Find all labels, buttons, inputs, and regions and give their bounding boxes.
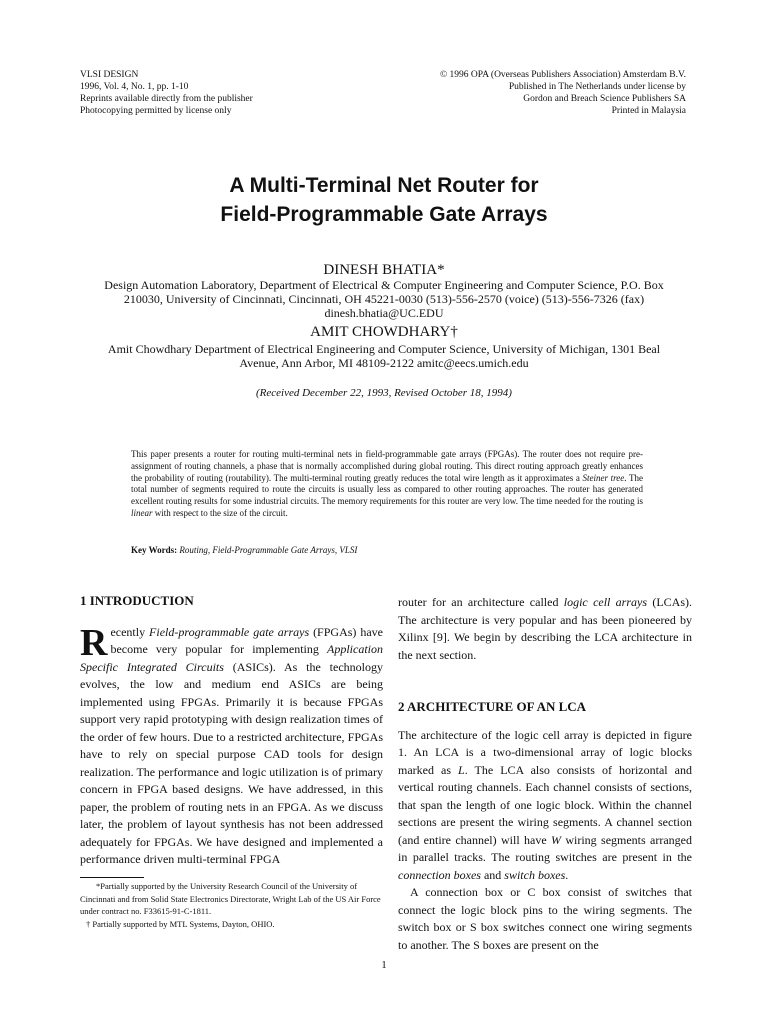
intro-text: ecently	[110, 624, 150, 639]
photocopy-note: Photocopying permitted by license only	[80, 106, 232, 116]
intro-emphasis: Application Specific Integrated Circuits	[80, 642, 383, 674]
journal-info	[80, 69, 253, 117]
journal-name: VLSI DESIGN	[80, 70, 139, 80]
body-emphasis: L	[458, 762, 465, 777]
intro-text: (ASICs). As the technology evolves, the low and medium end ASICs are being implemented using FPGAs. Primarily it is because FPGAs support very rapid prototyping with design realization times of the order of few hours. Due to a restricted architecture, FPGAs have to rely on special purpose CAD tools for design realization. The performance and logic utilization is of primary concern in FPGA based designs. We have addressed, in this paper, the problem of routing nets in an FPGA. As we discuss later, the problem of layout synthesis has not been addressed adequately for FPGAs. We have designed and implemented a performance driven multi-terminal FPGA	[80, 659, 384, 866]
abstract-emphasis: Steiner tree	[582, 472, 625, 483]
footnote-rule	[80, 877, 144, 878]
author-email: dinesh.bhatia@UC.EDU	[324, 306, 444, 320]
printed-line: Printed in Malaysia	[611, 106, 686, 116]
body-text: wiring segments arranged in parallel tracks. The routing switches are present in the	[398, 832, 692, 864]
architecture-paragraph-2: A connection box or C box consist of switches that connect the logic block pins to the wiring segments. The switch box or S box switches connect one wiring segments to another. The S boxes are present on the	[398, 885, 692, 952]
author-affiliation-2	[60, 342, 708, 370]
abstract-text: This paper presents a router for routing multi-terminal nets in field-programmable gate arrays (FPGAs). The router does not require pre-assignment of routing channels, a phase that is normally accomplished during global routing. This direct routing approach greatly enhances the probability of routing (routability). The multi-terminal routing greatly reduces the total wire length as it approximates a	[131, 449, 643, 483]
body-emphasis: switch boxes	[504, 867, 566, 882]
paper-title	[0, 171, 768, 229]
copyright-line: © 1996 OPA (Overseas Publishers Association) Amsterdam B.V.	[439, 70, 686, 80]
author-name-1: DINESH BHATIA*	[323, 262, 445, 278]
intro-continued	[398, 594, 692, 664]
section-heading-architecture: 2 ARCHITECTURE OF AN LCA	[398, 699, 587, 714]
body-text: The architecture of the logic cell array is depicted in figure 1. An LCA is a two-dimensional array of logic blocks marked as	[398, 727, 692, 777]
right-column	[398, 594, 692, 954]
keywords	[131, 545, 357, 555]
body-emphasis: W	[551, 832, 561, 847]
body-text: . The LCA also consists of horizontal and vertical routing channels. Each channel consists of sections, that span the length of one logic block. Within the channel sections are present the wiring segments. A channel section (and entire channel) will have	[398, 762, 692, 847]
abstract-text: . The total number of segments required to route the circuits is usually less as compared to other routing approaches. The router has generated excellent routing results for some industrial circuits. The memory requirements for this router are very low. The time needed for the routing is	[131, 472, 643, 507]
page-number: 1	[381, 959, 387, 971]
abstract-text: with respect to the size of the circuit.	[152, 507, 288, 518]
title-line-2: Field-Programmable Gate Arrays	[220, 203, 548, 226]
keywords-label: Key Words	[131, 545, 175, 555]
publisher-line: Gordon and Breach Science Publishers SA	[523, 94, 686, 104]
author-affiliation-1	[60, 278, 708, 320]
publisher-info	[440, 69, 686, 117]
footnote-1: *Partially supported by the University Research Council of the University of Cincinnati and from Solid State Electronics Directorate, Wright Lab of the US Air Force under contract no. F33615-91-C-1811.	[80, 881, 381, 916]
title-line-1: A Multi-Terminal Net Router for	[229, 174, 539, 197]
intro-text: router for an architecture called	[398, 595, 564, 609]
affiliation-line: 210030, University of Cincinnati, Cincinnati, OH 45221-0030 (513)-556-2570 (voice) (513)-556-7326 (fax)	[123, 292, 645, 306]
drop-cap: R	[80, 621, 108, 664]
affiliation-line: Design Automation Laboratory, Department of Electrical & Computer Engineering and Computer Science, P.O. Box	[104, 278, 664, 292]
intro-text: (FPGAs) have become very popular for implementing	[110, 624, 383, 656]
license-line: Published in The Netherlands under license by	[508, 82, 686, 92]
author-name-2: AMIT CHOWDHARY†	[310, 324, 458, 340]
affiliation-line: Avenue, Ann Arbor, MI 48109-2122 amitc@eecs.umich.edu	[239, 356, 529, 370]
body-text: and	[480, 867, 505, 882]
intro-emphasis: Field-programmable gate arrays	[149, 624, 310, 639]
abstract-emphasis: linear	[131, 507, 153, 518]
body-emphasis: connection boxes	[398, 867, 481, 882]
reprints-note: Reprints available directly from the publisher	[80, 94, 253, 104]
footnote-2: † Partially supported by MTL Systems, Dayton, OHIO.	[86, 918, 275, 929]
keywords-colon: :	[174, 545, 180, 555]
intro-text: (LCAs). The architecture is very popular and has been pioneered by Xilinx [9]. We begin by describing the LCA architecture in the next section.	[398, 595, 692, 662]
footnotes	[80, 880, 383, 930]
architecture-paragraph-1	[398, 727, 692, 885]
section-heading-introduction: 1 INTRODUCTION	[80, 593, 194, 608]
received-dates: (Received December 22, 1993, Revised October 18, 1994)	[256, 387, 512, 399]
left-column	[80, 592, 383, 869]
abstract	[131, 449, 643, 520]
keywords-list: Routing, Field-Programmable Gate Arrays, VLSI	[179, 545, 358, 555]
affiliation-line: Amit Chowdhary Department of Electrical Engineering and Computer Science, University of Michigan, 1301 Beal	[107, 342, 661, 356]
intro-paragraph	[80, 621, 384, 869]
body-text: .	[565, 867, 569, 882]
journal-volume: 1996, Vol. 4, No. 1, pp. 1-10	[80, 82, 189, 92]
intro-emphasis: logic cell arrays	[563, 595, 648, 609]
